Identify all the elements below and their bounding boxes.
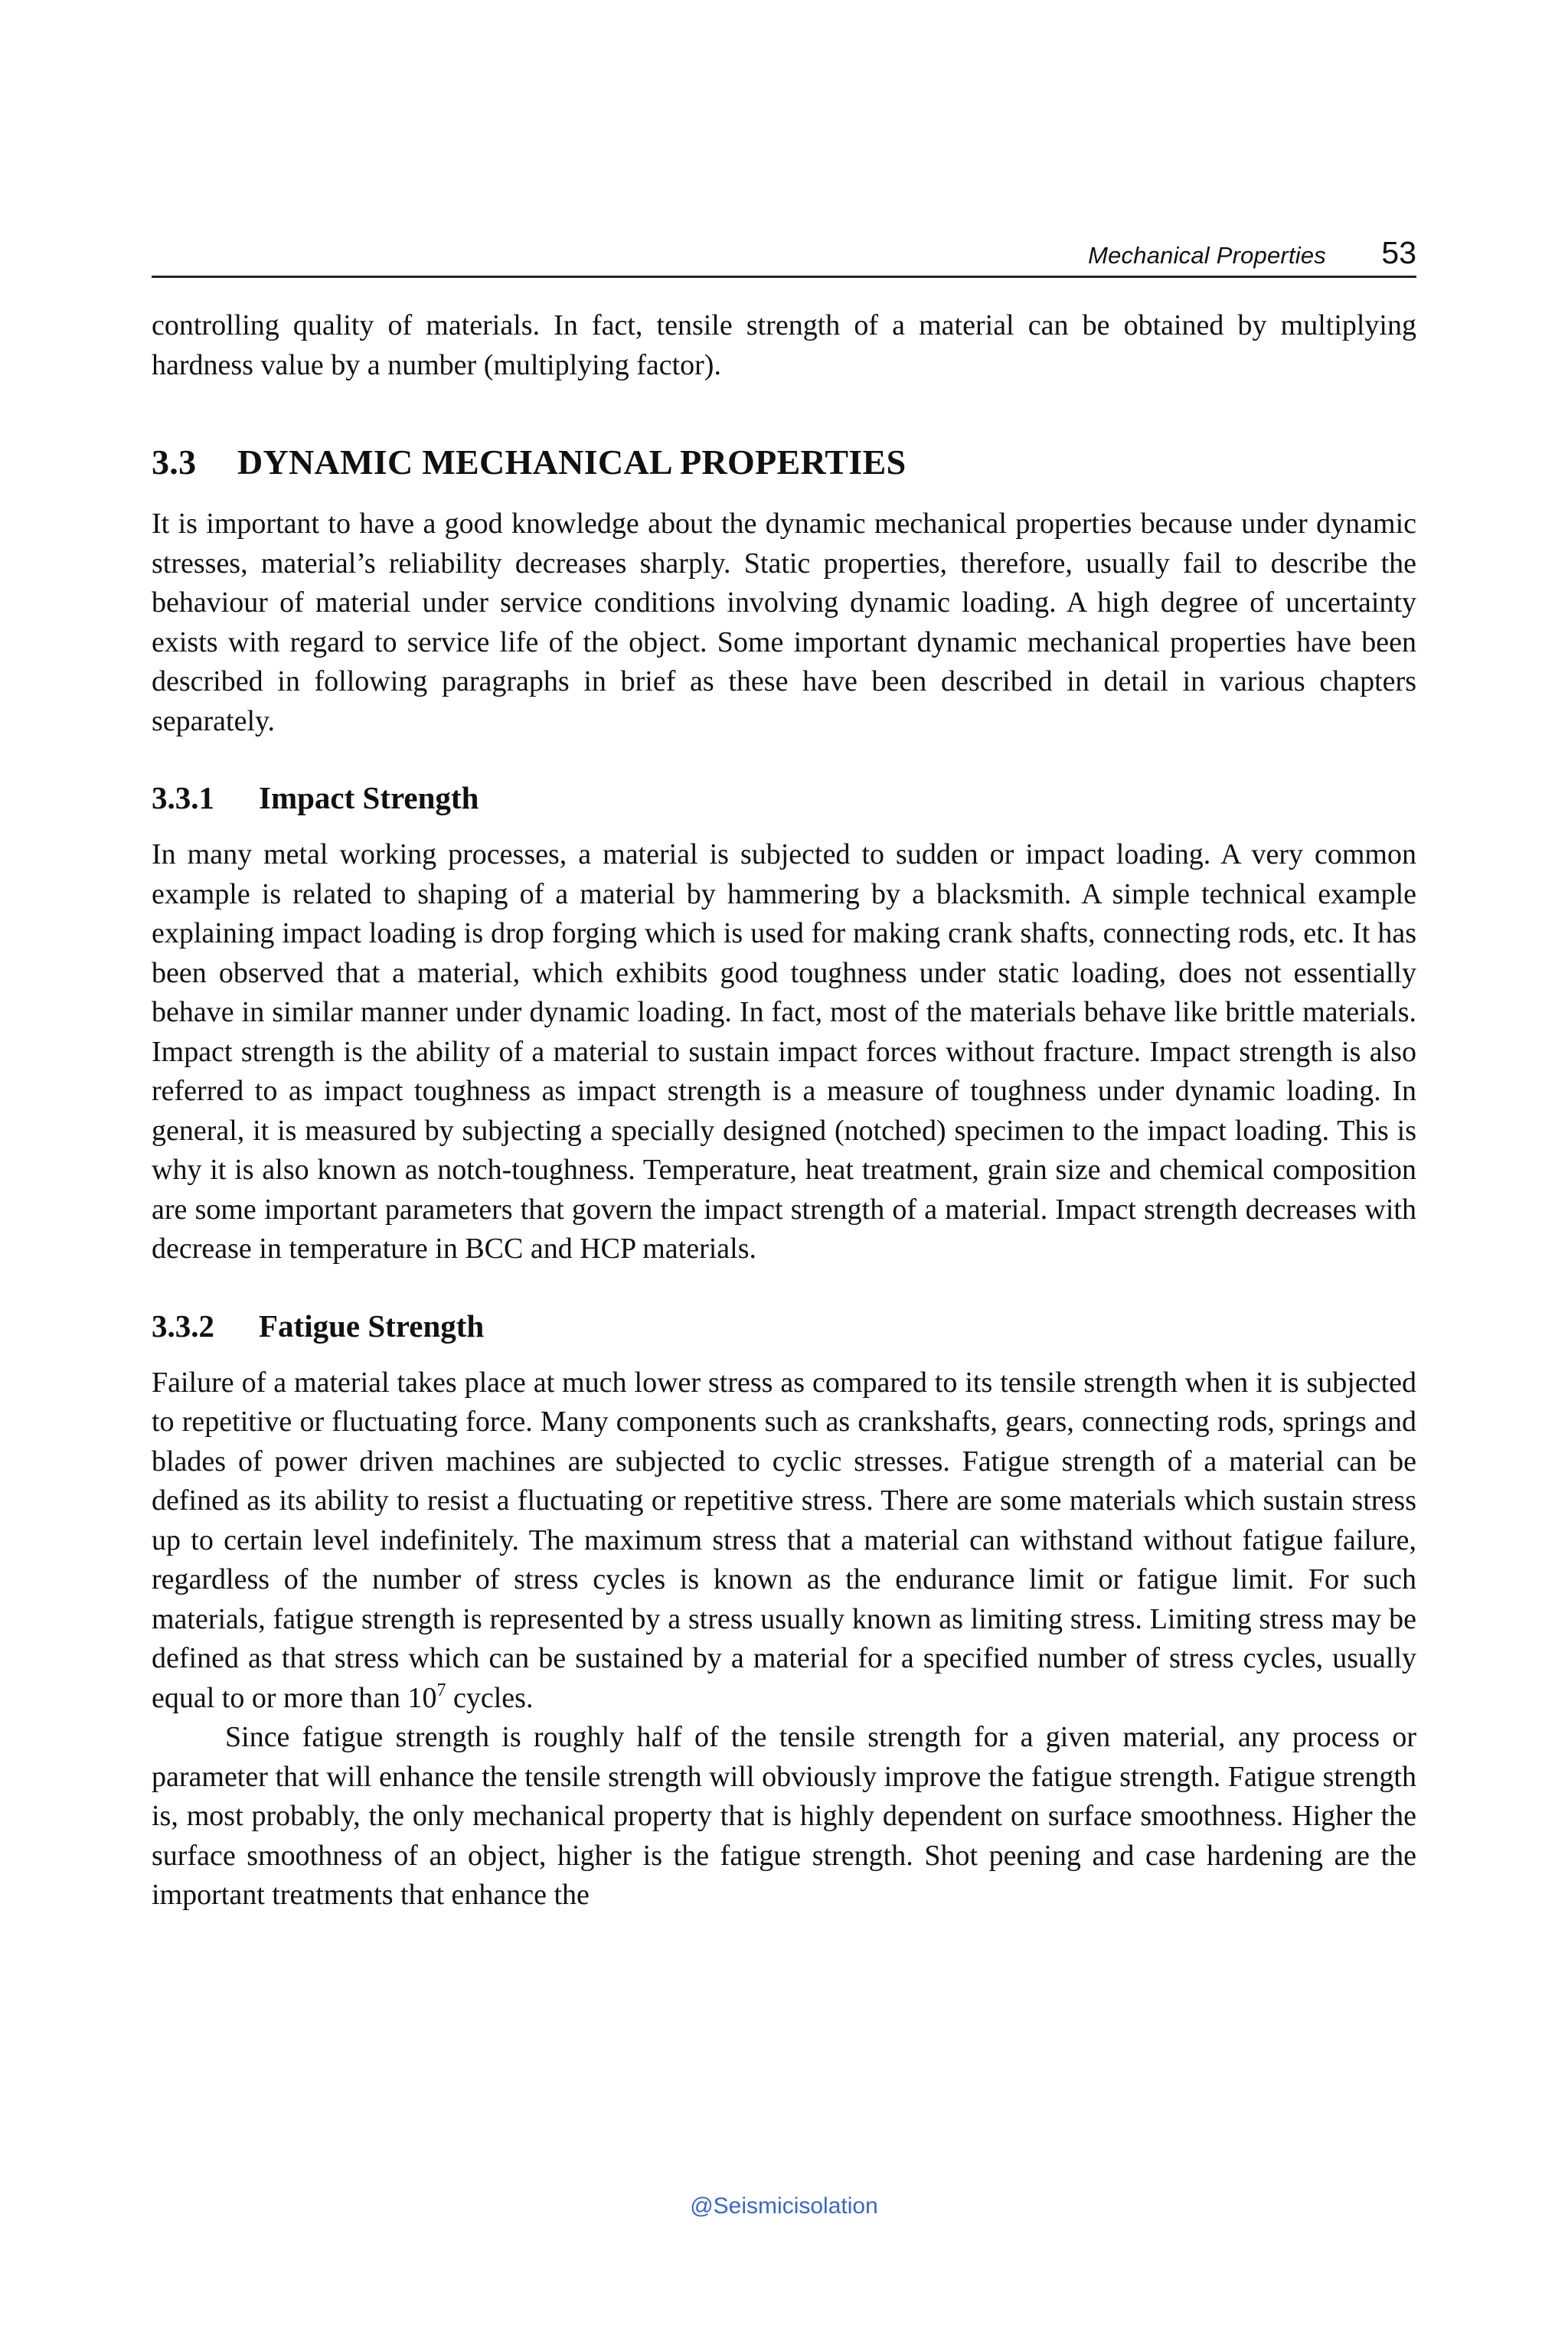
- watermark-text: @Seismicisolation: [690, 2193, 878, 2219]
- impact-paragraph: In many metal working processes, a material is subjected to sudden or impact loading. A very common example is related to shaping of a material by hammering by a blacksmith. A simple technical example explaining impact loading is drop forging which is used for making crank shafts, connecting rods, etc. It has been observed that a material, which exhibits good toughness under static loading, does not essentially behave in similar manner under dynamic loading. In fact, most of the materials behave like brittle materials. Impact strength is the ability of a material to sustain impact forces without fracture. Impact strength is also referred to as impact toughness as impact strength is a measure of toughness under dynamic loading. In general, it is measured by subjecting a specially designed (notched) specimen to the impact loading. This is why it is also known as notch-toughness. Temperature, heat treatment, grain size and chemical composition are some important parameters that govern the impact strength of a material. Impact strength decreases with decrease in temperature in BCC and HCP materials.: [152, 838, 1416, 1265]
- section-number: 3.3: [152, 443, 197, 482]
- book-page: [152, 0, 1416, 2335]
- page-body: [152, 306, 1416, 1915]
- section-paragraph: It is important to have a good knowledge about the dynamic mechanical properties because under dynamic stresses, material’s reliability decreases sharply. Static properties, therefore, usually fail to describe the behaviour of material under service conditions involving dynamic loading. A high degree of uncertainty exists with regard to service life of the object. Some important dynamic mechanical properties have been described in following paragraphs in brief as these have been described in detail in various chapters separately.: [152, 508, 1416, 737]
- page-number: 53: [1381, 235, 1416, 270]
- fatigue-exponent: 7: [436, 1680, 446, 1700]
- running-header: [152, 230, 1416, 278]
- fatigue-paragraph-1: [152, 1363, 1416, 1719]
- watermark: [0, 2193, 1568, 2219]
- running-header-title: Mechanical Properties: [1088, 242, 1326, 269]
- intro-paragraph: controlling quality of materials. In fact, tensile strength of a material can be obtained by multiplying hardness value by a number (multiplying factor).: [152, 309, 1416, 381]
- fatigue-paragraph-1-tail: cycles.: [446, 1681, 534, 1714]
- subsection-number-fatigue: 3.3.2: [152, 1308, 214, 1344]
- section-title: DYNAMIC MECHANICAL PROPERTIES: [237, 443, 906, 482]
- fatigue-paragraph-1-main: Failure of a material takes place at much lower stress as compared to its tensile strength when it is subjected to repetitive or fluctuating force. Many components such as crankshafts, gears, connecting rods, springs and blades of power driven machines are subjected to cyclic stresses. Fatigue strength of a material can be defined as its ability to resist a fluctuating or repetitive stress. There are some materials which sustain stress up to certain level indefinitely. The maximum stress that a material can withstand without fatigue failure, regardless of the number of stress cycles is known as the endurance limit or fatigue limit. For such materials, fatigue strength is represented by a stress usually known as limiting stress. Limiting stress may be defined as that stress which can be sustained by a material for a specified number of stress cycles, usually equal to or more than 10: [152, 1366, 1416, 1714]
- subsection-heading-impact: [152, 777, 1416, 818]
- subsection-heading-fatigue: [152, 1305, 1416, 1347]
- subsection-number-impact: 3.3.1: [152, 780, 214, 815]
- subsection-title-fatigue: Fatigue Strength: [259, 1308, 485, 1344]
- subsection-title-impact: Impact Strength: [259, 780, 479, 815]
- section-heading: [152, 441, 1416, 484]
- fatigue-paragraph-2: Since fatigue strength is roughly half of the tensile strength for a given material, any process or parameter that will enhance the tensile strength will obviously improve the fatigue strength. Fatigue strength is, most probably, the only mechanical property that is highly dependent on surface smoothness. Higher the surface smoothness of an object, higher is the fatigue strength. Shot peening and case hardening are the important treatments that enhance the: [152, 1721, 1416, 1911]
